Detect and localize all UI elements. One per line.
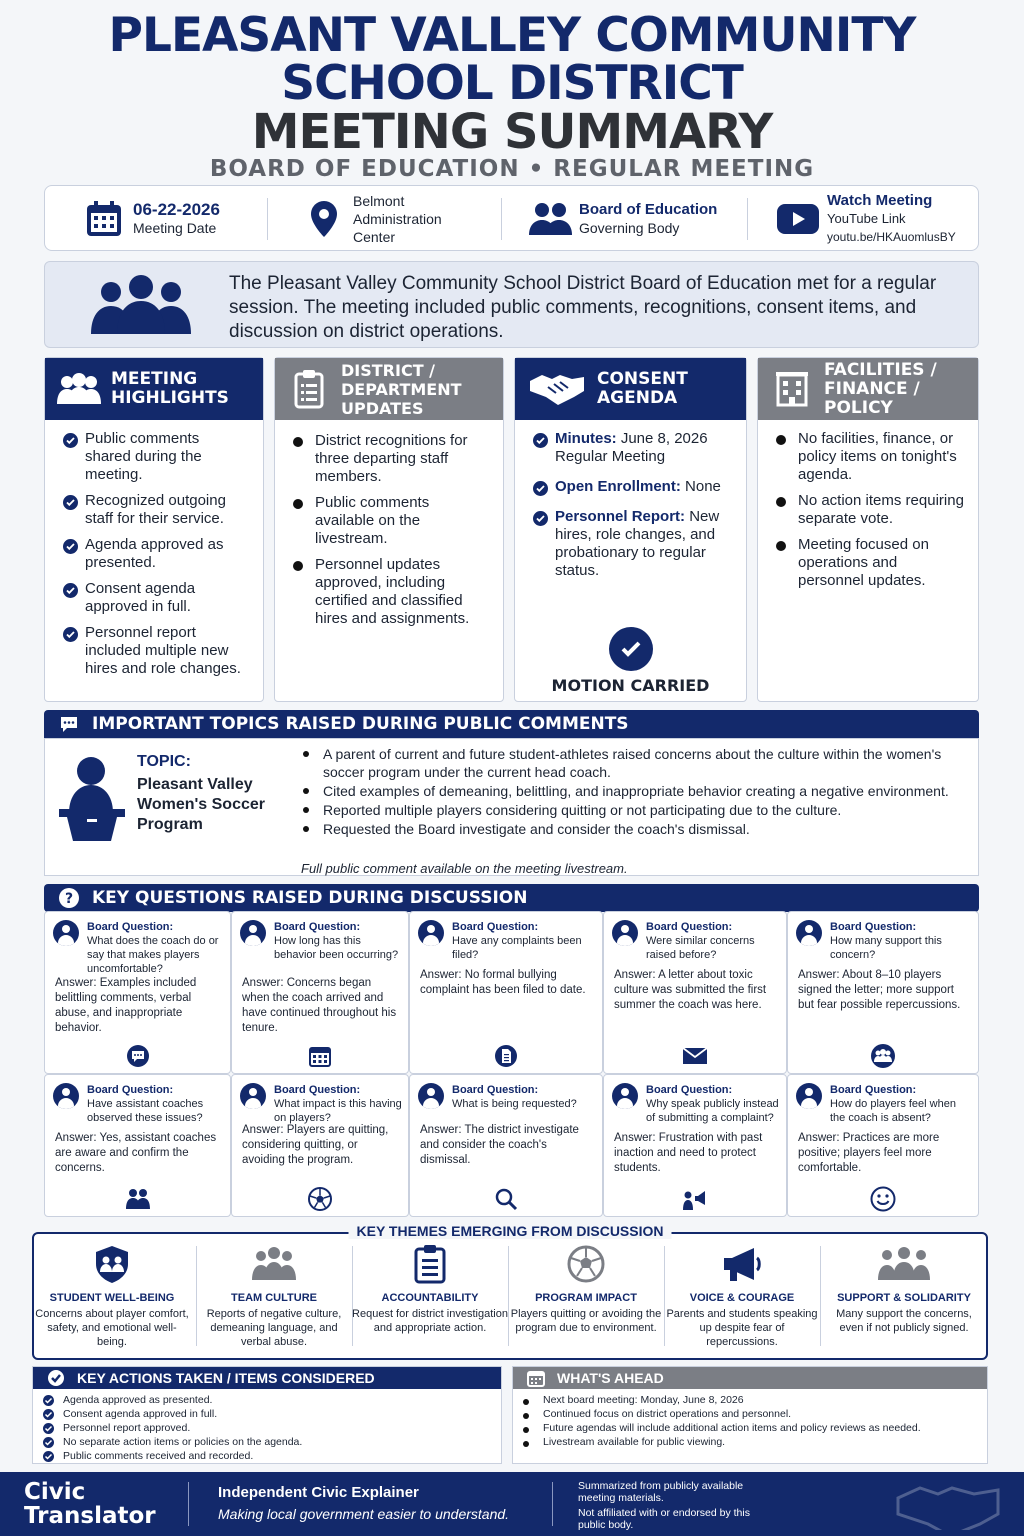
theme-name: ACCOUNTABILITY	[381, 1292, 479, 1304]
board-question	[830, 1083, 972, 1125]
answer-text: Answer: About 8–10 players signed the letter; more support but fear possible repercussions.	[798, 969, 961, 1011]
footer-tagline: Making local government easier to understand.	[218, 1506, 510, 1522]
meeting-highlights-title: MEETING HIGHLIGHTS	[111, 369, 229, 408]
question-card	[603, 1074, 787, 1217]
theme-name: TEAM CULTURE	[231, 1292, 317, 1304]
district-updates-title: DISTRICT / DEPARTMENT UPDATES	[341, 360, 462, 418]
whats-ahead-heading: WHAT'S AHEAD	[557, 1370, 664, 1386]
shield-people-icon	[34, 1244, 190, 1284]
action-item	[43, 1421, 501, 1435]
ahead-item-text: Next board meeting: Monday, June 8, 2026	[543, 1394, 744, 1406]
answer-text: Answer: Yes, assistant coaches are aware and confirm the concerns.	[55, 1132, 217, 1174]
answer-text: Answer: No formal bullying complaint has been filed to date.	[420, 969, 586, 996]
answer-text: Answer: A letter about toxic culture was submitted the first summer the coach was here.	[614, 969, 767, 1011]
theme-description: Many support the concerns, even if not publicly signed.	[836, 1308, 972, 1334]
check-icon	[533, 432, 548, 450]
question-label: Board Question:	[87, 1084, 174, 1096]
watch-meeting[interactable]	[775, 194, 956, 244]
watch-meeting-label: YouTube Link	[827, 211, 906, 226]
question-mark-icon	[58, 887, 80, 909]
question-label: Board Question:	[274, 1084, 361, 1096]
consent-agenda-card	[514, 357, 747, 702]
list-item	[293, 494, 489, 548]
clipboard-icon	[287, 367, 331, 411]
speaker-podium-icon	[57, 755, 127, 848]
soccer-ball-icon	[508, 1244, 664, 1284]
board-member-avatar	[418, 920, 444, 946]
list-item-text: Recognized outgoing staff for their service.	[85, 492, 226, 527]
title-line-3: MEETING SUMMARY	[251, 104, 773, 160]
list-item	[776, 536, 964, 590]
list-item	[776, 430, 964, 484]
key-actions-header	[33, 1367, 501, 1389]
bullet-icon	[776, 538, 786, 556]
list-item	[293, 556, 489, 628]
board-question	[87, 1083, 224, 1125]
topic-name: Pleasant Valley Women's Soccer Program	[137, 776, 265, 833]
board-member-avatar	[240, 920, 266, 946]
question-label: Board Question:	[830, 1084, 917, 1096]
key-themes-heading: KEY THEMES EMERGING FROM DISCUSSION	[349, 1223, 672, 1239]
check-icon	[63, 432, 78, 450]
clipboard-list-icon	[352, 1244, 508, 1284]
check-icon	[63, 582, 78, 600]
meeting-highlights-list	[45, 420, 263, 678]
board-question	[87, 920, 224, 976]
brand-line-2: Translator	[24, 1503, 156, 1529]
megaphone-icon	[664, 1244, 820, 1284]
board-member-avatar	[796, 1083, 822, 1109]
list-item-text: Personnel report included multiple new hires and role changes.	[85, 624, 241, 677]
theme-name: PROGRAM IMPACT	[535, 1292, 637, 1304]
list-item-text: Consent agenda approved in full.	[85, 580, 196, 615]
public-comment-point: Reported multiple players considering quitting or not participating due to the culture.	[301, 801, 951, 819]
board-question	[452, 1083, 596, 1111]
meeting-info-bar	[44, 185, 979, 251]
footer	[0, 1472, 1024, 1536]
meeting-highlights-header	[45, 358, 263, 420]
check-icon	[63, 626, 78, 644]
question-text: What impact is this having on players?	[274, 1098, 402, 1124]
action-item	[43, 1449, 501, 1463]
team-icon	[196, 1244, 352, 1284]
answer-text: Answer: The district investigate and consider the coach's dismissal.	[420, 1124, 579, 1166]
watch-meeting-link[interactable]: Watch Meeting	[827, 192, 933, 209]
location-pin-icon	[301, 196, 347, 242]
bullet-icon	[523, 1437, 529, 1451]
consent-agenda-list	[515, 420, 746, 580]
key-actions-heading: KEY ACTIONS TAKEN / ITEMS CONSIDERED	[77, 1370, 375, 1386]
whats-ahead-list	[513, 1389, 987, 1449]
question-label: Board Question:	[452, 921, 539, 933]
consent-item-text: New hires, role changes, and probationary to regular status.	[555, 508, 720, 579]
facilities-card	[757, 357, 979, 702]
check-icon	[63, 538, 78, 556]
action-item-text: Public comments received and recorded.	[63, 1450, 254, 1462]
meeting-date	[81, 194, 220, 244]
ahead-item-text: Livestream available for public viewing.	[543, 1436, 726, 1448]
theme-support-solidarity	[826, 1244, 982, 1335]
public-comment-point: A parent of current and future student-athletes raised concerns about the culture within the women's soccer program under the current head coach.	[301, 745, 951, 781]
board-question	[452, 920, 596, 962]
facilities-title: FACILITIES / FINANCE / POLICY	[824, 359, 937, 418]
meeting-location	[301, 194, 483, 244]
question-card	[787, 1074, 979, 1217]
question-label: Board Question:	[646, 1084, 733, 1096]
governing-body	[527, 194, 717, 244]
question-text: Have any complaints been filed?	[452, 935, 582, 961]
key-questions-grid	[44, 911, 979, 1217]
whats-ahead-header	[513, 1367, 987, 1389]
footer-disclaimer: Not affiliated with or endorsed by this public body.	[578, 1507, 750, 1531]
key-questions-heading: KEY QUESTIONS RAISED DURING DISCUSSION	[92, 888, 528, 908]
consent-item-label: Minutes:	[555, 430, 617, 447]
youtube-url[interactable]: youtu.be/HKAuomlusBY	[827, 230, 956, 244]
public-comments-list	[301, 745, 951, 839]
footer-source-note: Summarized from publicly available meeting materials.	[578, 1480, 744, 1504]
list-item-text: No facilities, finance, or policy items on tonight's agenda.	[798, 430, 957, 483]
theme-student-well-being	[34, 1244, 190, 1349]
answer-text: Answer: Players are quitting, considering quitting, or avoiding the program.	[242, 1124, 389, 1166]
consent-item-text: None	[685, 478, 721, 495]
consent-item-label: Personnel Report:	[555, 508, 686, 525]
key-actions-box	[32, 1366, 502, 1464]
theme-description: Concerns about player comfort, safety, and emotional well-being.	[35, 1308, 189, 1348]
district-updates-header	[275, 358, 503, 420]
civic-translator-logo	[24, 1480, 156, 1528]
theme-name: SUPPORT & SOLIDARITY	[837, 1292, 971, 1304]
list-item	[776, 492, 964, 528]
list-item-text: No action items requiring separate vote.	[798, 492, 964, 527]
intro-text: The Pleasant Valley Community School District Board of Education met for a regular session. The meeting included public comments, recognitions, consent items, and discussion on district operations.	[229, 273, 937, 342]
question-card	[409, 1074, 603, 1217]
action-item-text: Agenda approved as presented.	[63, 1394, 213, 1406]
check-icon	[43, 1451, 54, 1466]
ahead-item	[523, 1435, 987, 1449]
question-card	[44, 911, 231, 1074]
board-member-avatar	[418, 1083, 444, 1109]
board-question	[274, 920, 402, 962]
calendar-icon	[527, 1369, 545, 1387]
location-value: Belmont Administration Center	[353, 193, 442, 245]
list-item-text: Personnel updates approved, including certified and classified hires and assignments.	[315, 556, 470, 627]
check-circle-icon	[47, 1369, 65, 1387]
consent-item	[533, 508, 732, 580]
key-actions-list	[33, 1389, 501, 1463]
district-updates-card	[274, 357, 504, 702]
action-item-text: Consent agenda approved in full.	[63, 1408, 218, 1420]
consent-agenda-header	[515, 358, 746, 420]
board-question	[830, 920, 972, 962]
question-text: Why speak publicly instead of submitting a complaint?	[646, 1098, 779, 1124]
group-icon	[527, 196, 573, 242]
svg-text:?: ?	[64, 891, 74, 907]
question-text: How many support this concern?	[830, 935, 942, 961]
public-comments-band	[44, 710, 979, 738]
question-card	[409, 911, 603, 1074]
board-member-avatar	[53, 1083, 79, 1109]
question-card	[787, 911, 979, 1074]
question-text: What is being requested?	[452, 1098, 577, 1110]
smiley-icon	[870, 1186, 896, 1212]
calendar-icon	[307, 1043, 333, 1069]
play-video-icon[interactable]	[775, 196, 821, 242]
theme-name: STUDENT WELL-BEING	[49, 1292, 175, 1304]
megaphone-icon	[682, 1186, 708, 1212]
handshake-watermark-icon	[894, 1480, 1004, 1535]
facilities-list	[758, 420, 978, 590]
theme-program-impact	[508, 1244, 664, 1335]
board-member-avatar	[240, 1083, 266, 1109]
consent-item-label: Open Enrollment:	[555, 478, 681, 495]
question-label: Board Question:	[87, 921, 174, 933]
people-icon	[125, 1186, 151, 1212]
meeting-date-label: Meeting Date	[133, 220, 217, 236]
theme-accountability	[352, 1244, 508, 1335]
answer-text: Answer: Frustration with past inaction and need to protect students.	[614, 1132, 763, 1174]
ahead-item	[523, 1407, 987, 1421]
key-questions-band	[44, 884, 979, 912]
speech-bubble-icon	[58, 713, 80, 735]
livestream-note: Full public comment available on the meeting livestream.	[301, 861, 628, 876]
consent-item	[533, 478, 732, 496]
board-member-avatar	[796, 920, 822, 946]
question-label: Board Question:	[274, 921, 361, 933]
check-icon	[63, 494, 78, 512]
question-text: What does the coach do or say that makes players uncomfortable?	[87, 935, 219, 975]
list-item	[293, 432, 489, 486]
list-item-text: Public comments shared during the meeting.	[85, 430, 202, 483]
ahead-item	[523, 1393, 987, 1407]
board-member-avatar	[53, 920, 79, 946]
bullet-icon	[293, 558, 303, 576]
action-item	[43, 1407, 501, 1421]
crowd-icon	[826, 1244, 982, 1284]
title-line-2: SCHOOL DISTRICT	[281, 56, 743, 111]
envelope-icon	[682, 1043, 708, 1069]
intro-summary	[44, 261, 979, 348]
soccer-ball-icon	[307, 1186, 333, 1212]
list-item	[63, 624, 249, 678]
action-item	[43, 1393, 501, 1407]
theme-description: Players quitting or avoiding the program due to environment.	[510, 1308, 662, 1334]
check-icon	[533, 510, 548, 528]
theme-team-culture	[196, 1244, 352, 1349]
theme-description: Reports of negative culture, demeaning language, and verbal abuse.	[206, 1308, 342, 1348]
bullet-icon	[293, 434, 303, 452]
answer-text: Answer: Practices are more positive; players feel more comfortable.	[798, 1132, 940, 1174]
public-comment-point: Requested the Board investigate and consider the coach's dismissal.	[301, 820, 951, 838]
theme-voice-courage	[664, 1244, 820, 1349]
chat-icon	[125, 1043, 151, 1069]
motion-status: MOTION CARRIED	[551, 676, 710, 695]
governing-body-label: Governing Body	[579, 220, 680, 236]
action-item	[43, 1435, 501, 1449]
question-card	[44, 1074, 231, 1217]
group-icon	[870, 1043, 896, 1069]
facilities-header	[758, 358, 978, 420]
board-question	[274, 1083, 402, 1125]
list-item-text: Public comments available on the livestream.	[315, 494, 430, 547]
ahead-item-text: Future agendas will include additional action items and policy reviews as needed.	[543, 1422, 921, 1434]
list-item	[63, 536, 249, 572]
list-item-text: Meeting focused on operations and personnel updates.	[798, 536, 929, 589]
handshake-icon	[527, 367, 587, 411]
list-item-text: District recognitions for three departing staff members.	[315, 432, 468, 485]
district-updates-list	[275, 420, 503, 628]
question-text: How do players feel when the coach is absent?	[830, 1098, 956, 1124]
list-item	[63, 492, 249, 528]
list-item-text: Agenda approved as presented.	[85, 536, 224, 571]
list-item	[63, 580, 249, 616]
magnifier-icon	[493, 1186, 519, 1212]
document-icon	[493, 1043, 519, 1069]
meeting-highlights-card	[44, 357, 264, 702]
audience-icon	[89, 274, 193, 341]
action-item-text: No separate action items or policies on the agenda.	[63, 1436, 303, 1448]
governing-body-value: Board of Education	[579, 201, 718, 218]
topic-label: TOPIC:	[137, 753, 191, 770]
consent-item	[533, 430, 732, 466]
answer-text: Answer: Concerns began when the coach arrived and have continued throughout his tenure.	[242, 977, 397, 1034]
meeting-date-value: 06-22-2026	[133, 200, 220, 219]
question-text: Have assistant coaches observed these issues?	[87, 1098, 204, 1124]
whats-ahead-box	[512, 1366, 988, 1464]
check-icon	[533, 480, 548, 498]
question-label: Board Question:	[452, 1084, 539, 1096]
theme-description: Parents and students speaking up despite fear of repercussions.	[666, 1308, 818, 1348]
theme-description: Request for district investigation and appropriate action.	[352, 1308, 508, 1334]
question-text: Were similar concerns raised before?	[646, 935, 755, 961]
group-icon	[57, 367, 101, 411]
consent-item-text: June 8, 2026 Regular Meeting	[555, 430, 708, 465]
public-comments-heading: IMPORTANT TOPICS RAISED DURING PUBLIC COMMENTS	[92, 714, 629, 734]
question-label: Board Question:	[646, 921, 733, 933]
brand-line-1: Civic	[24, 1479, 86, 1505]
action-item-text: Personnel report approved.	[63, 1422, 191, 1434]
question-card	[603, 911, 787, 1074]
public-comments-box	[44, 738, 979, 876]
question-card	[231, 1074, 409, 1217]
key-themes-box	[32, 1223, 988, 1360]
calendar-icon	[81, 196, 127, 242]
bullet-icon	[776, 494, 786, 512]
question-text: How long has this behavior been occurring?	[274, 935, 399, 961]
public-comment-point: Cited examples of demeaning, belittling, and inappropriate behavior creating a negative environment.	[301, 782, 951, 800]
board-question	[646, 920, 780, 962]
board-member-avatar	[612, 1083, 638, 1109]
building-icon	[770, 367, 814, 411]
footer-title: Independent Civic Explainer	[218, 1484, 419, 1501]
consent-agenda-title: CONSENT AGENDA	[597, 369, 688, 408]
board-member-avatar	[612, 920, 638, 946]
title-line-1: PLEASANT VALLEY COMMUNITY	[108, 8, 916, 63]
board-question	[646, 1083, 780, 1125]
question-label: Board Question:	[830, 921, 917, 933]
bullet-icon	[776, 432, 786, 450]
ahead-item-text: Continued focus on district operations and personnel.	[543, 1408, 792, 1420]
bullet-icon	[293, 496, 303, 514]
check-circle-icon	[609, 627, 653, 671]
list-item	[63, 430, 249, 484]
subtitle: BOARD OF EDUCATION • REGULAR MEETING	[209, 156, 815, 182]
question-card	[231, 911, 409, 1074]
theme-name: VOICE & COURAGE	[689, 1292, 795, 1304]
answer-text: Answer: Examples included belittling comments, verbal abuse, and inappropriate behavior.	[55, 977, 197, 1034]
ahead-item	[523, 1421, 987, 1435]
